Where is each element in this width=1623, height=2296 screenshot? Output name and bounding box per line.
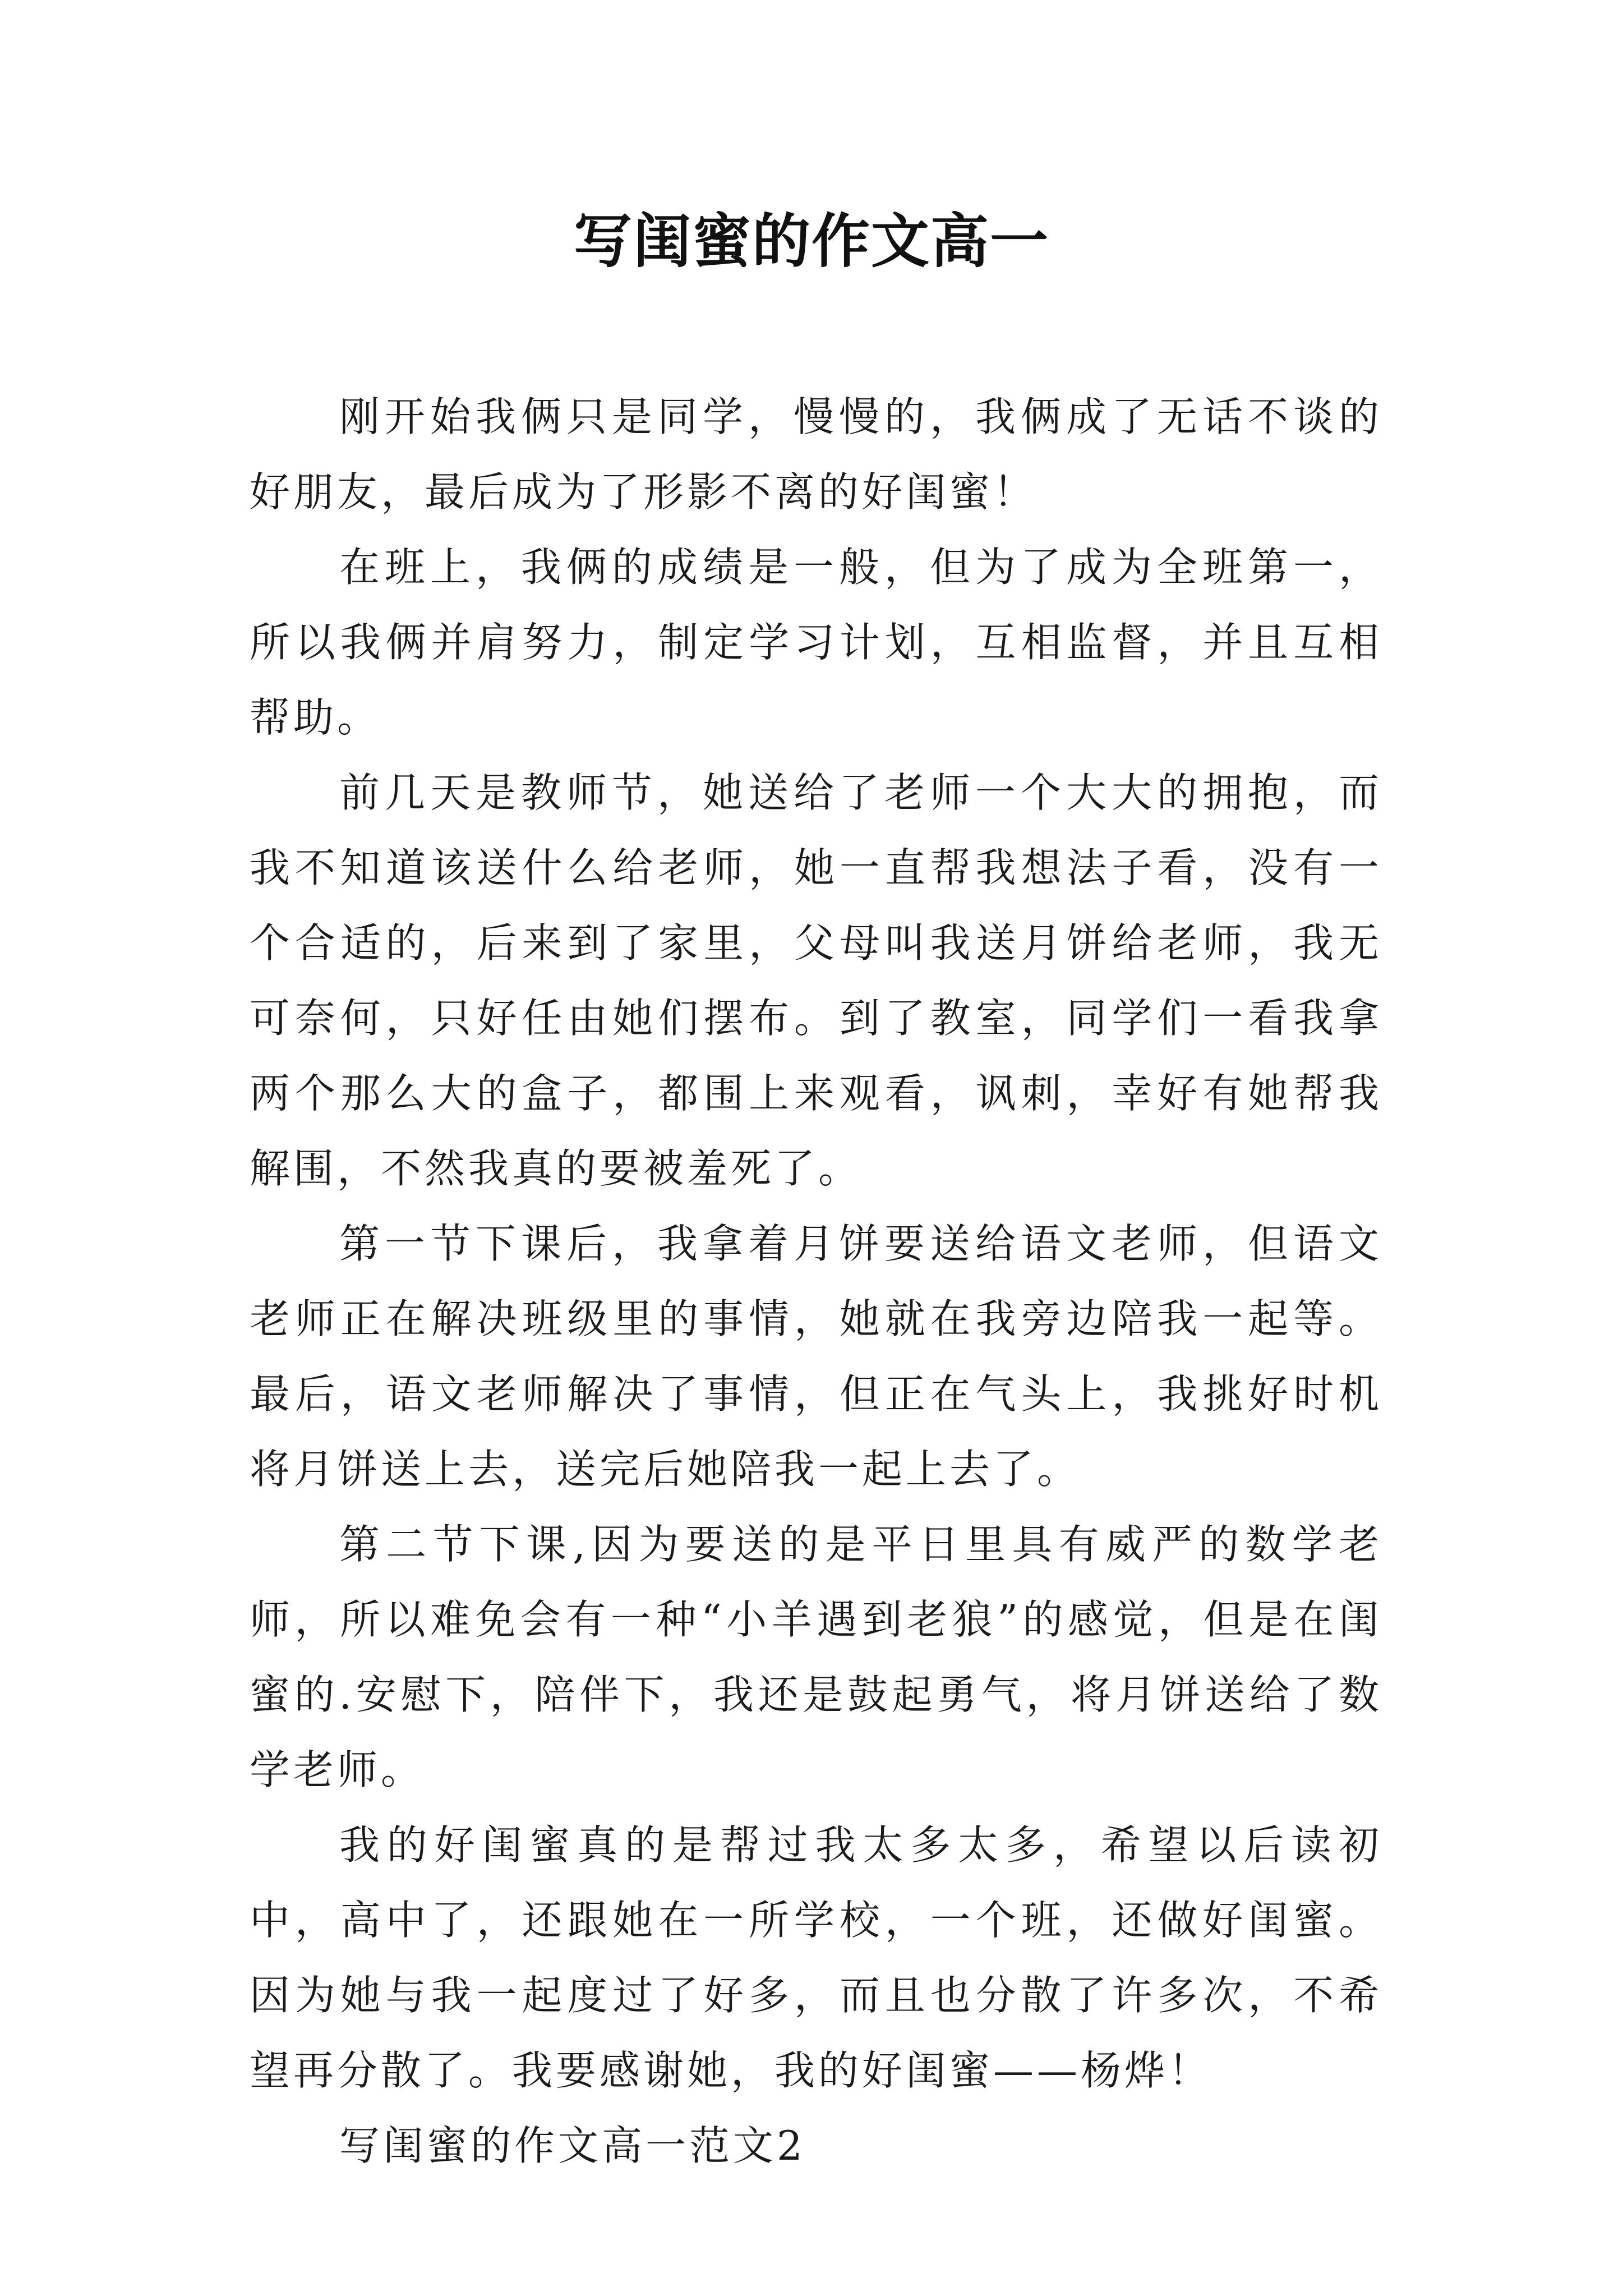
paragraph-4: 第一节下课后，我拿着月饼要送给语文老师，但语文老师正在解决班级里的事情，她就在我旁边陪我一起等。最后，语文老师解决了事情，但正在气头上，我挑好时机将月饼送上去，送完后她陪我一起上去了。 — [250, 1220, 1382, 1493]
paragraph-1: 刚开始我俩只是同学，慢慢的，我俩成了无话不谈的好朋友，最后成为了形影不离的好闺蜜！ — [250, 393, 1382, 516]
paragraph-3: 前几天是教师节，她送给了老师一个大大的拥抱，而我不知道该送什么给老师，她一直帮我想法子看，没有一个合适的，后来到了家里，父母叫我送月饼给老师，我无可奈何，只好任由她们摆布。到了教室，同学们一看我拿两个那么大的盒子，都围上来观看，讽刺，幸好有她帮我解围，不然我真的要被羞死了。 — [250, 769, 1382, 1192]
document-title: 写闺蜜的作文高一 — [573, 206, 1049, 275]
paragraph-6: 我的好闺蜜真的是帮过我太多太多，希望以后读初中，高中了，还跟她在一所学校，一个班，还做好闺蜜。因为她与我一起度过了好多，而且也分散了许多次，不希望再分散了。我要感谢她，我的好闺蜜——杨烨！ — [250, 1821, 1382, 2094]
section-subheading: 写闺蜜的作文高一范文2 — [339, 2122, 806, 2169]
document-body — [250, 379, 1382, 2183]
paragraph-2: 在班上，我俩的成绩是一般，但为了成为全班第一，所以我俩并肩努力，制定学习计划，互相监督，并且互相帮助。 — [250, 544, 1382, 741]
paragraph-5: 第二节下课,因为要送的是平日里具有威严的数学老师，所以难免会有一种“小羊遇到老狼”的感觉，但是在闺蜜的.安慰下，陪伴下，我还是鼓起勇气，将月饼送给了数学老师。 — [250, 1521, 1382, 1793]
